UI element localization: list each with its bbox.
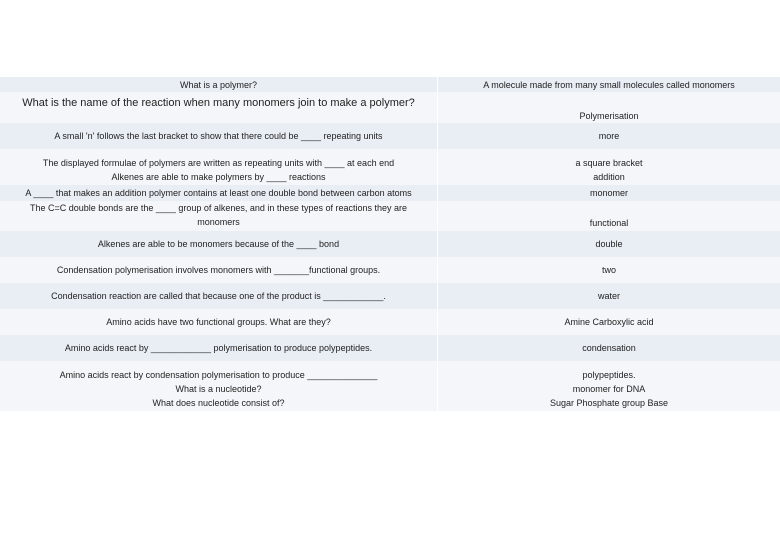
question-text: Amino acids react by condensation polymerisation to produce ______________: [59, 370, 378, 380]
table-row: [0, 92, 780, 123]
question-text: The C=C double bonds are the ____ group of alkenes, and in these types of reactions they are: [30, 203, 407, 213]
question-text: The displayed formulae of polymers are written as repeating units with ____ at each end: [42, 158, 395, 168]
answer-text: A molecule made from many small molecules called monomers: [483, 79, 735, 90]
question-text: A small 'n' follows the last bracket to show that there could be ____ repeating units: [54, 131, 383, 141]
table-row: [0, 335, 780, 361]
quiz-table: [0, 77, 780, 411]
answer-text: polypeptides.: [582, 370, 636, 380]
answer-cell: [438, 201, 780, 231]
answer-cell: [438, 77, 780, 92]
question-text: A ____ that makes an addition polymer contains at least one double bond between carbon atoms: [25, 188, 412, 198]
answer-cell: [438, 231, 780, 257]
answer-text: Sugar Phosphate group Base: [549, 398, 669, 408]
table-row: [0, 77, 780, 92]
question-cell: [0, 335, 438, 361]
question-cell: [0, 77, 438, 92]
question-text: What is a polymer?: [179, 79, 258, 90]
answer-cell: [438, 361, 780, 411]
question-text: What does nucleotide consist of?: [152, 398, 285, 408]
answer-text: more: [598, 131, 620, 141]
answer-text: addition: [593, 172, 625, 182]
question-text: Alkenes are able to make polymers by ____ reactions: [111, 172, 326, 182]
question-text: What is the name of the reaction when many monomers join to make a polymer?: [22, 97, 415, 109]
table-row: [0, 257, 780, 283]
table-row: [0, 123, 780, 149]
answer-cell: [438, 309, 780, 335]
question-cell: [0, 201, 438, 231]
question-cell: [0, 361, 438, 411]
table-row: [0, 361, 780, 411]
answer-text: Amine Carboxylic acid: [564, 317, 654, 327]
answer-text: two: [601, 265, 616, 275]
answer-text: condensation: [582, 343, 636, 353]
question-text: Amino acids react by ____________ polymerisation to produce polypeptides.: [64, 343, 373, 353]
answer-text: functional: [589, 218, 629, 228]
question-cell: [0, 257, 438, 283]
question-text: Amino acids have two functional groups. What are they?: [106, 317, 331, 327]
question-cell: [0, 309, 438, 335]
table-row: [0, 185, 780, 201]
question-cell: [0, 231, 438, 257]
question-cell: [0, 123, 438, 149]
answer-text: monomer for DNA: [572, 384, 646, 394]
question-cell: [0, 149, 438, 185]
answer-cell: [438, 92, 780, 123]
answer-cell: [438, 257, 780, 283]
answer-cell: [438, 283, 780, 309]
table-row: [0, 231, 780, 257]
question-text: monomers: [197, 217, 240, 227]
answer-text: water: [597, 291, 620, 301]
question-text: Condensation reaction are called that because one of the product is ____________.: [51, 291, 386, 301]
answer-text: Polymerisation: [579, 111, 639, 121]
table-row: [0, 309, 780, 335]
question-cell: [0, 283, 438, 309]
answer-text: double: [595, 239, 623, 249]
answer-text: a square bracket: [575, 158, 643, 168]
question-cell: [0, 185, 438, 201]
answer-cell: [438, 149, 780, 185]
question-text: Condensation polymerisation involves monomers with _______functional groups.: [56, 265, 381, 275]
answer-cell: [438, 123, 780, 149]
question-text: Alkenes are able to be monomers because of the ____ bond: [97, 239, 340, 249]
table-row: [0, 149, 780, 185]
question-cell: [0, 92, 438, 123]
answer-cell: [438, 335, 780, 361]
table-row: [0, 283, 780, 309]
answer-cell: [438, 185, 780, 201]
answer-text: monomer: [589, 188, 628, 198]
question-text: What is a nucleotide?: [175, 384, 262, 394]
table-row: [0, 201, 780, 231]
